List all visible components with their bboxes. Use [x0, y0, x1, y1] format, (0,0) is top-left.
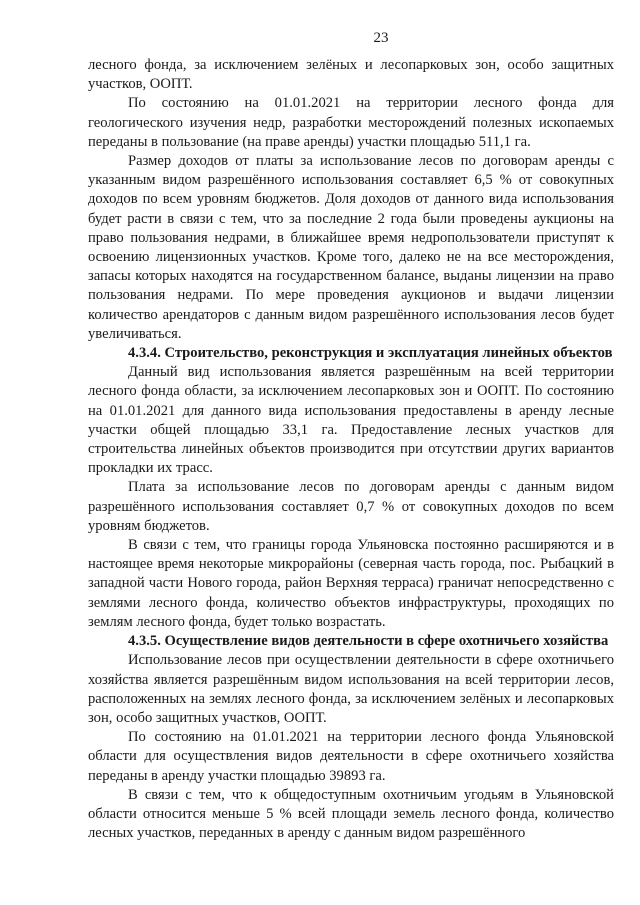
- page-number: 23: [373, 30, 389, 46]
- paragraph-linear-revenue: Плата за использование лесов по договорам аренды с данным видом разрешённого использования составляет 0,7 % от совокупных доходов по всем уровням бюджетов.: [88, 479, 614, 534]
- paragraph-hunting-use: Использование лесов при осуществлении деятельности в сфере охотничьего хозяйства является разрешённым видом использования на всей территории лесов, расположенных на землях лесного фонда, за исключением зелёных и лесопарковых зон, особо защитных участков, ООПТ.: [88, 652, 614, 726]
- paragraph-ulyanovsk-growth: В связи с тем, что границы города Ульяновска постоянно расширяются и в настоящее время некоторые микрорайоны (северная часть города, пос. Рыбацкий в западной части Нового города, район Верхняя терраса) граничат непосредственно с землями лесного фонда, количество объектов инфраструктуры, проходящих по землям лесного фонда, будет только возрастать.: [88, 537, 614, 630]
- paragraph-revenue-subsoil: Размер доходов от платы за использование лесов по договорам аренды с указанным видом разрешённого использования составляет 6,5 % от совокупных доходов по всем уровням бюджетов. Доля доходов от данного вида использования будет расти в связи с тем, что за последние 2 года были проведены аукционы на право пользования недрами, в ближайшее время недропользователи приступят к освоению лицензионных участков. Кроме того, далеко не на все месторождения, запасы которых находятся на государственном балансе, выданы лицензии на право пользования недрами. По мере проведения аукционов и выдачи лицензии количество арендаторов с данным видом разрешённого использования лесов будет увеличиваться.: [88, 153, 614, 342]
- section-heading-4-3-5: 4.3.5. Осуществление видов деятельности в сфере охотничьего хозяйства: [128, 633, 609, 650]
- paragraph-hunting-grounds: В связи с тем, что к общедоступным охотничьим угодьям в Ульяновской области относится меньше 5 % всей площади земель лесного фонда, количество лесных участков, переданных в аренду с данным видом разрешённого: [88, 786, 614, 842]
- section-heading-4-3-4: 4.3.4. Строительство, реконструкция и эксплуатация линейных объектов: [128, 345, 613, 362]
- paragraph-hunting-area: По состоянию на 01.01.2021 на территории лесного фонда Ульяновской области для осуществления видов деятельности в сфере охотничьего хозяйства переданы в аренду участки площадью 39893 га.: [88, 729, 614, 784]
- paragraph-geology: По состоянию на 01.01.2021 на территории лесного фонда для геологического изучения недр, разработки месторождений полезных ископаемых переданы в пользование (на праве аренды) участки площадью 511,1 га.: [88, 95, 614, 150]
- paragraph-linear-objects: Данный вид использования является разрешённым на всей территории лесного фонда области, за исключением лесопарковых зон и ООПТ. По состоянию на 01.01.2021 для данного вида использования предоставлены в аренду лесные участки общей площадью 33,1 га. Предоставление лесных участков для строительства линейных объектов производится при отсутствии других вариантов прокладки их трасс.: [88, 364, 614, 477]
- paragraph-continuation: лесного фонда, за исключением зелёных и лесопарковых зон, особо защитных участков, ООПТ.: [88, 57, 614, 93]
